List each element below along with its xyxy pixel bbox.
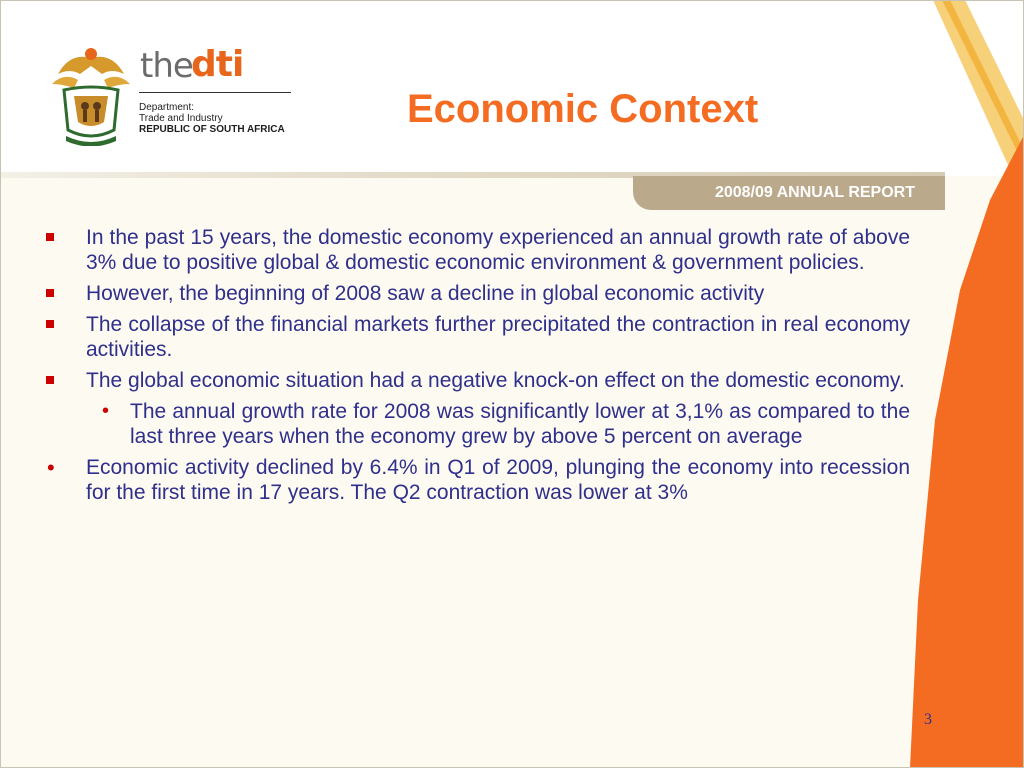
sub-bullet-text: The annual growth rate for 2008 was significantly lower at 3,1% as compared to the last three years when the economy grew by above 5 percent on average <box>130 400 910 448</box>
logo-trade: Trade and Industry <box>139 113 223 124</box>
dot-bullet-icon: • <box>102 400 110 422</box>
brand-the: the <box>140 46 193 86</box>
annual-report-label: 2008/09 ANNUAL REPORT <box>714 184 915 201</box>
dot-bullet-icon: • <box>47 455 55 480</box>
bullet-text: However, the beginning of 2008 saw a decline in global economic activity <box>86 282 765 305</box>
bullet-text: Economic activity declined by 6.4% in Q1 of 2009, plunging the economy into recession for the first time in 17 years. The Q2 contraction was lower at 3% <box>86 456 910 504</box>
bullet-text: The collapse of the financial markets further precipitated the contraction in real economy activities. <box>86 313 910 361</box>
bullet-text: The global economic situation had a negative knock-on effect on the domestic economy. <box>86 369 905 392</box>
brand-dti: dti <box>191 44 244 85</box>
page-number: 3 <box>924 711 932 728</box>
logo-department: Department: <box>139 102 195 113</box>
logo-republic: REPUBLIC OF SOUTH AFRICA <box>139 124 285 135</box>
bullet-text: In the past 15 years, the domestic economy experienced an annual growth rate of above 3% due to positive global & domestic economic environment & government policies. <box>86 226 910 274</box>
slide-title: Economic Context <box>407 87 759 131</box>
